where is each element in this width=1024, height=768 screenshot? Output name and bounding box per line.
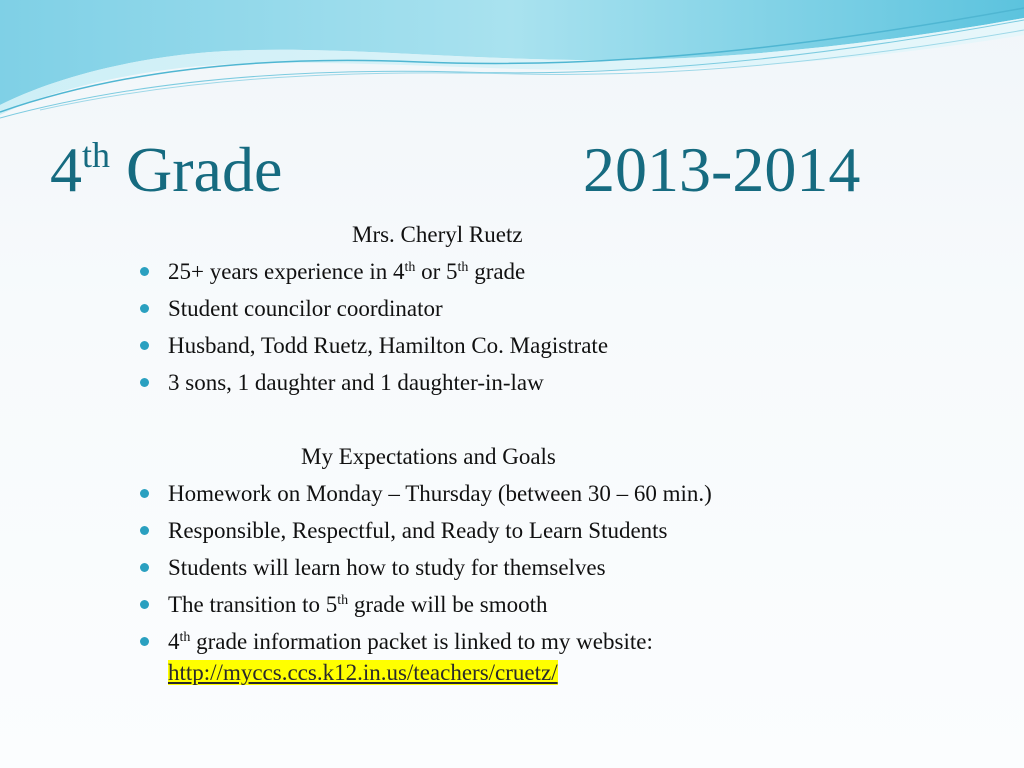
text-part: grade will be smooth — [348, 592, 548, 617]
title-grade-number: 4 — [50, 134, 82, 205]
text-part: grade information packet is linked to my website: — [190, 629, 653, 654]
list-item — [140, 327, 980, 364]
bullet-icon — [140, 378, 149, 387]
text-part: The transition to 5 — [168, 592, 338, 617]
ordinal-sup: th — [457, 260, 469, 275]
spacer — [140, 401, 980, 438]
list-item — [140, 586, 980, 623]
list-item-text: 3 sons, 1 daughter and 1 daughter-in-law — [168, 370, 544, 395]
bullet-icon — [140, 304, 149, 313]
bullet-icon — [140, 489, 149, 498]
list-item-text — [168, 253, 525, 290]
list-item — [140, 475, 980, 512]
teacher-name-heading — [140, 216, 980, 253]
list-item — [140, 253, 980, 290]
title-school-year: 2013-2014 — [583, 134, 861, 205]
list-item-text: Students will learn how to study for themselves — [168, 555, 606, 580]
list-item — [140, 549, 980, 586]
bullet-icon — [140, 637, 149, 646]
title-grade-word: Grade — [126, 134, 283, 205]
text-part: grade — [468, 259, 526, 284]
goals-heading-text: My Expectations and Goals — [301, 444, 556, 469]
ordinal-sup: th — [179, 630, 191, 645]
ordinal-sup: th — [337, 593, 349, 608]
slide-title — [50, 130, 950, 210]
slide-body — [140, 216, 980, 693]
bullet-icon — [140, 267, 149, 276]
goals-heading — [140, 438, 980, 475]
list-item — [140, 290, 980, 327]
text-part: or 5 — [415, 259, 458, 284]
website-link[interactable]: http://myccs.ccs.k12.in.us/teachers/cruetz/ — [168, 660, 558, 685]
list-item — [140, 512, 980, 549]
bullet-icon — [140, 341, 149, 350]
ordinal-sup: th — [404, 260, 416, 275]
text-part: 25+ years experience in 4 — [168, 259, 405, 284]
bullet-icon — [140, 563, 149, 572]
title-grade-ordinal: th — [82, 135, 111, 175]
bullet-icon — [140, 600, 149, 609]
decorative-wave-banner — [0, 0, 1024, 130]
teacher-name: Mrs. Cheryl Ruetz — [352, 222, 523, 247]
list-item-text: Homework on Monday – Thursday (between 30 – 60 min.) — [168, 481, 712, 506]
list-item-text: Responsible, Respectful, and Ready to Learn Students — [168, 518, 668, 543]
list-item — [140, 623, 980, 693]
list-item — [140, 364, 980, 401]
list-item-text: Student councilor coordinator — [168, 296, 443, 321]
list-item-text: Husband, Todd Ruetz, Hamilton Co. Magistrate — [168, 333, 609, 358]
bullet-icon — [140, 526, 149, 535]
text-part: 4 — [168, 629, 180, 654]
list-item-text — [168, 586, 547, 623]
list-item-text — [168, 626, 653, 688]
